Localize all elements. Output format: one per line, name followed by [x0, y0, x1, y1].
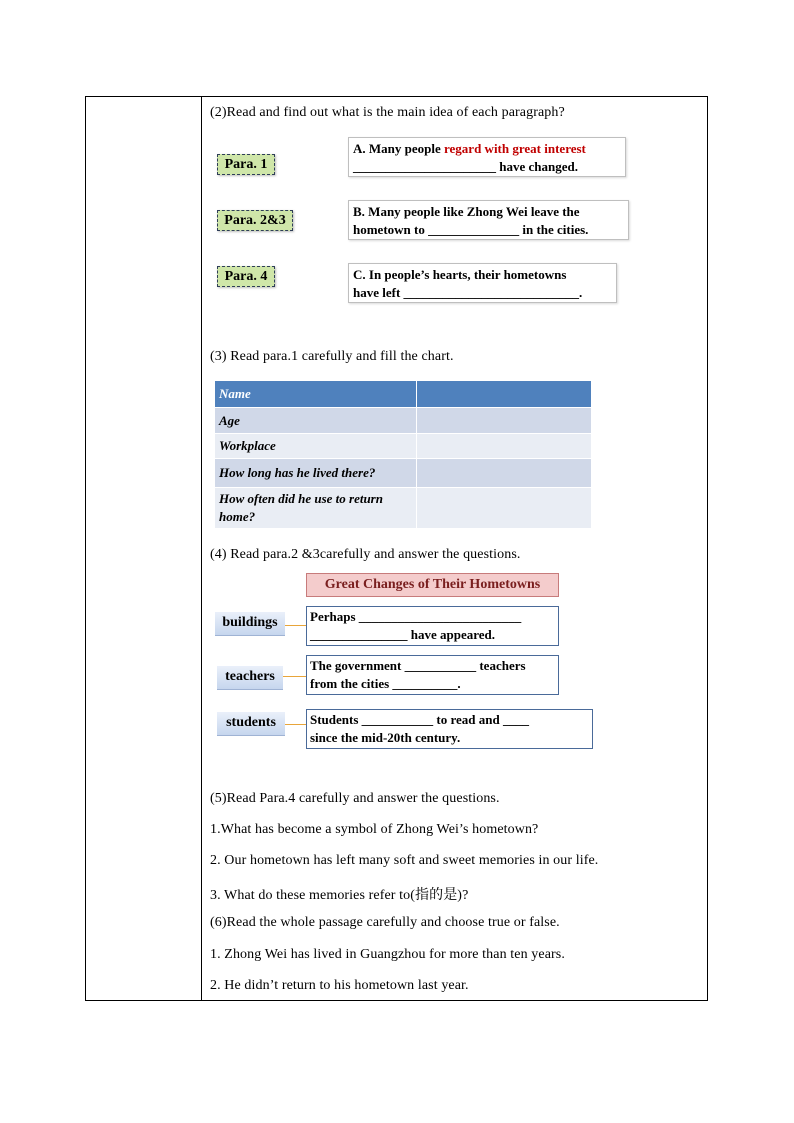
buildings-line2: _______________ have appeared. — [310, 627, 496, 642]
chart-answer-cell[interactable] — [417, 434, 592, 459]
chart-row — [215, 434, 592, 459]
column-divider — [201, 96, 202, 1001]
para-1-tag: Para. 1 — [217, 154, 275, 175]
section5-instruction: (5)Read Para.4 carefully and answer the questions. — [210, 791, 500, 806]
label-teachers: teachers — [217, 666, 283, 690]
connector-line — [283, 676, 307, 677]
option-b-box — [348, 200, 629, 240]
info-chart — [215, 381, 592, 528]
chart-row — [215, 381, 592, 408]
option-a-box — [348, 137, 626, 177]
chart-answer-cell[interactable] — [417, 381, 592, 408]
label-students: students — [217, 712, 285, 736]
option-a-line2: ______________________ have changed. — [353, 159, 578, 174]
option-c-line2: have left ___________________________. — [353, 285, 583, 300]
chart-row — [215, 488, 592, 529]
option-c-line1: C. In people’s hearts, their hometowns — [353, 267, 567, 282]
changes-title: Great Changes of Their Hometowns — [306, 573, 559, 597]
section3-instruction: (3) Read para.1 carefully and fill the chart. — [210, 349, 454, 364]
students-box — [306, 709, 593, 749]
chart-row — [215, 459, 592, 488]
buildings-line1: Perhaps _________________________ — [310, 609, 522, 624]
chart-label-name: Name — [215, 381, 417, 408]
chart-label-how-often: How often did he use to return home? — [215, 488, 417, 529]
section4-instruction: (4) Read para.2 &3carefully and answer the questions. — [210, 547, 521, 562]
section5-question-1: 1.What has become a symbol of Zhong Wei’s hometown? — [210, 822, 539, 837]
teachers-line2: from the cities __________. — [310, 676, 461, 691]
para-2-3-tag: Para. 2&3 — [217, 210, 293, 231]
students-line2: since the mid-20th century. — [310, 730, 461, 745]
option-b-line1: B. Many people like Zhong Wei leave the — [353, 204, 580, 219]
buildings-box — [306, 606, 559, 646]
option-a-prefix: A. Many people — [353, 141, 444, 156]
teachers-line1: The government ___________ teachers — [310, 658, 526, 673]
connector-line — [285, 724, 307, 725]
section6-statement-1: 1. Zhong Wei has lived in Guangzhou for more than ten years. — [210, 947, 565, 962]
label-buildings: buildings — [215, 612, 285, 636]
chart-label-how-long: How long has he lived there? — [215, 459, 417, 488]
chart-answer-cell[interactable] — [417, 488, 592, 529]
option-c-box — [348, 263, 617, 303]
section5-question-2: 2. Our hometown has left many soft and sweet memories in our life. — [210, 853, 599, 868]
teachers-box — [306, 655, 559, 695]
chart-answer-cell[interactable] — [417, 408, 592, 434]
option-a-highlight: regard with great interest — [444, 141, 586, 156]
chart-answer-cell[interactable] — [417, 459, 592, 488]
section6-statement-2: 2. He didn’t return to his hometown last year. — [210, 978, 469, 993]
section6-instruction: (6)Read the whole passage carefully and choose true or false. — [210, 915, 560, 930]
chart-label-workplace: Workplace — [215, 434, 417, 459]
section5-question-3: 3. What do these memories refer to(指的是)? — [210, 888, 469, 903]
option-b-line2: hometown to ______________ in the cities. — [353, 222, 589, 237]
students-line1: Students ___________ to read and ____ — [310, 712, 529, 727]
connector-line — [285, 625, 307, 626]
section2-instruction: (2)Read and find out what is the main idea of each paragraph? — [210, 105, 565, 120]
chart-row — [215, 408, 592, 434]
chart-label-age: Age — [215, 408, 417, 434]
para-4-tag: Para. 4 — [217, 266, 275, 287]
